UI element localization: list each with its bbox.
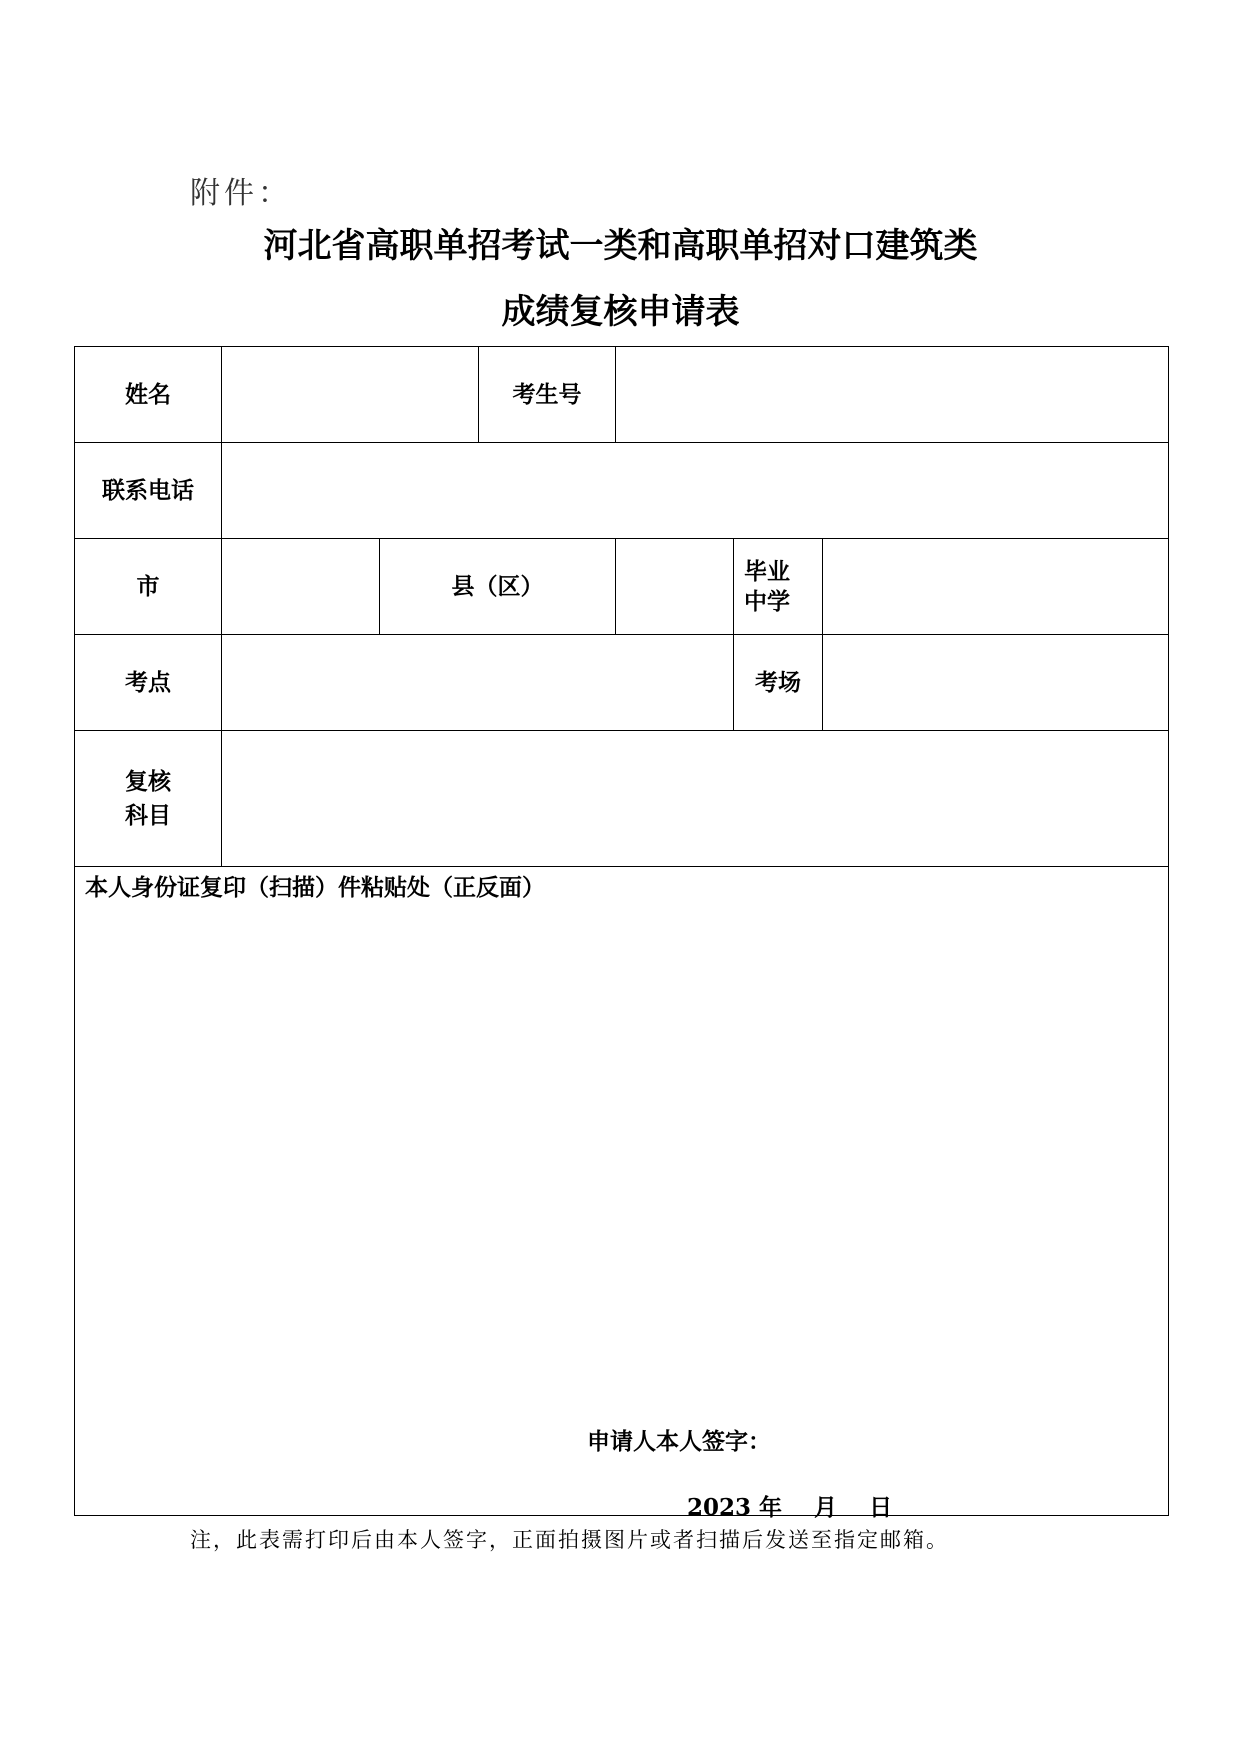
form-title-line1: 河北省高职单招考试一类和高职单招对口建筑类 [263, 226, 978, 266]
county-field[interactable] [616, 539, 734, 635]
school-label-line1: 毕业 [744, 558, 790, 585]
subject-label [75, 731, 222, 867]
form-title-line2: 成绩复核申请表 [501, 292, 740, 332]
signature-label: 申请人本人签字： [587, 1429, 771, 1455]
exam-site-label: 考点 [75, 635, 222, 731]
exam-room-field[interactable] [823, 635, 1169, 731]
name-label: 姓名 [75, 347, 222, 443]
id-copy-area[interactable] [75, 867, 1169, 1521]
phone-field[interactable] [222, 443, 1169, 539]
row-phone [75, 443, 1169, 539]
row-subject [75, 731, 1169, 867]
exam-number-field[interactable] [616, 347, 1169, 443]
school-label-line2: 中学 [744, 588, 790, 615]
subject-field[interactable] [222, 731, 1169, 867]
city-label: 市 [75, 539, 222, 635]
row-name [75, 347, 1169, 443]
school-field[interactable] [823, 539, 1169, 635]
exam-site-field[interactable] [222, 635, 734, 731]
exam-number-label: 考生号 [479, 347, 616, 443]
exam-room-label: 考场 [734, 635, 823, 731]
phone-label: 联系电话 [75, 443, 222, 539]
footnote: 注，此表需打印后由本人签字，正面拍摄图片或者扫描后发送至指定邮箱。 [190, 1528, 949, 1552]
row-location [75, 539, 1169, 635]
signature-date: 2023 年 月 日 [687, 1494, 893, 1521]
annex-label: 附件： [190, 176, 292, 211]
name-field[interactable] [222, 347, 479, 443]
row-exam-site [75, 635, 1169, 731]
subject-label-line1: 复核 [125, 768, 171, 795]
id-copy-label: 本人身份证复印（扫描）件粘贴处（正反面） [85, 875, 545, 901]
application-form-table [74, 346, 1169, 1521]
school-label [734, 539, 823, 635]
city-field[interactable] [222, 539, 380, 635]
county-label: 县（区） [380, 539, 616, 635]
row-id-copy [75, 867, 1169, 1516]
subject-label-line2: 科目 [125, 802, 171, 829]
